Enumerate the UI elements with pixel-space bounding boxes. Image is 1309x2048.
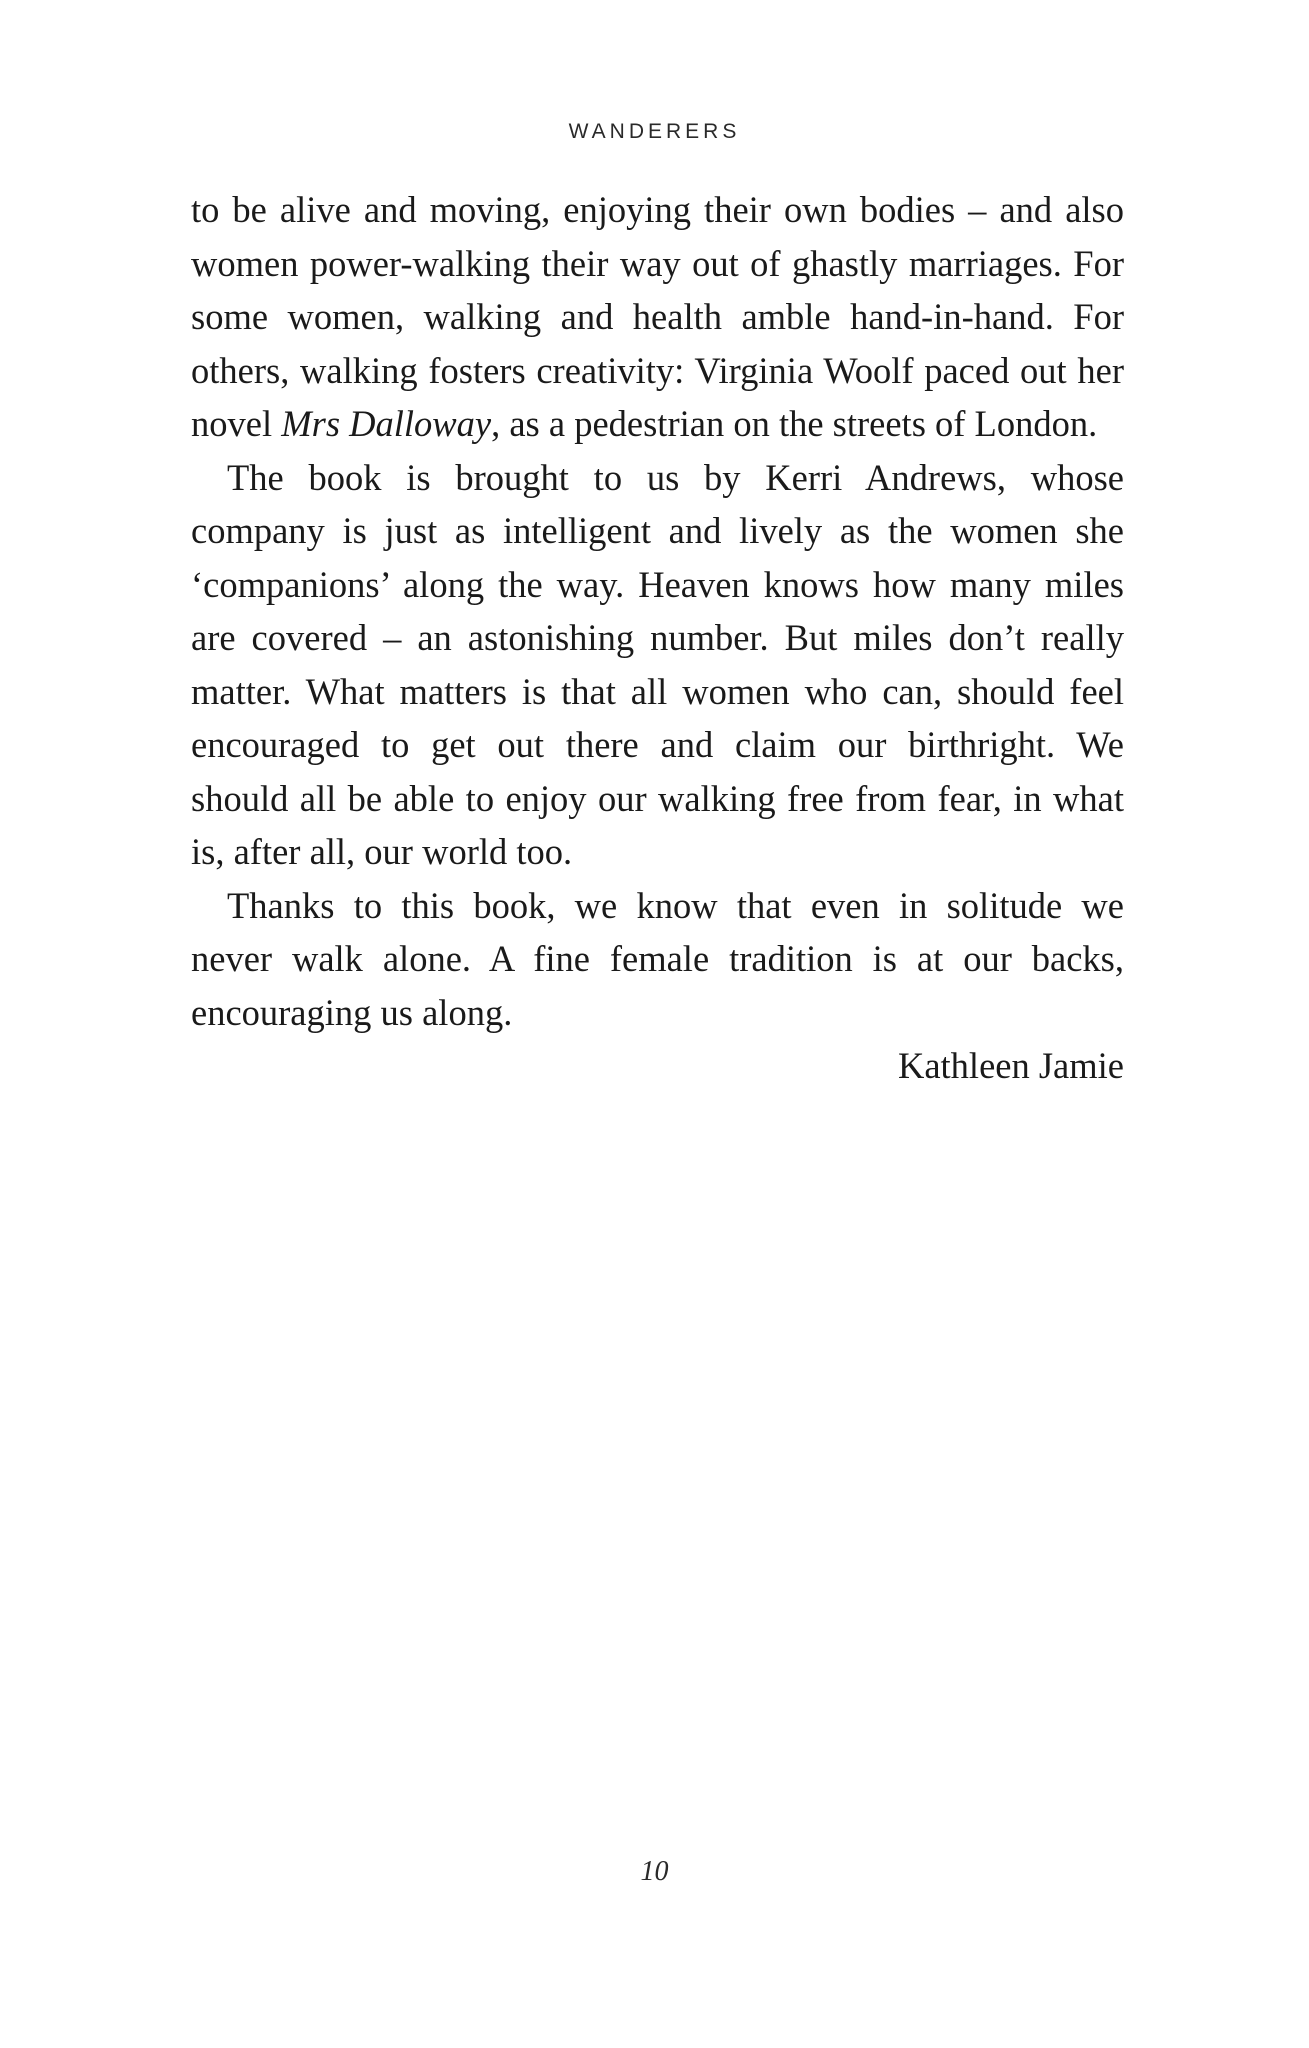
text-line: should all be able to enjoy our walking free from fear, in what <box>191 777 1124 819</box>
text-line: never walk alone. A fine female tradition is at our backs, <box>191 938 1124 979</box>
text-line: matter. What matters is that all women who can, should feel <box>191 670 1124 712</box>
text-line: The book is brought to us by Kerri Andrews, whose <box>227 456 1124 498</box>
text-line: some women, walking and health amble hand-in-hand. For <box>191 296 1124 337</box>
paragraph-3 <box>191 879 1124 1040</box>
paragraph-1 <box>191 183 1124 451</box>
paragraph-2 <box>191 451 1124 879</box>
text-line: encouraged to get out there and claim our birthright. We <box>191 724 1124 765</box>
text-line: company is just as intelligent and lively as the women she <box>191 510 1124 551</box>
text-line <box>191 397 1124 451</box>
text-line: Thanks to this book, we know that even in solitude we <box>227 884 1124 926</box>
text-line: are covered – an astonishing number. But miles don’t really <box>191 617 1124 658</box>
text-line: is, after all, our world too. <box>191 831 573 872</box>
text-line: to be alive and moving, enjoying their own bodies – and also <box>191 189 1124 230</box>
text-line: ‘companions’ along the way. Heaven knows how many miles <box>191 563 1124 605</box>
text-line: encouraging us along. <box>191 991 513 1033</box>
book-title: Mrs Dalloway <box>281 403 492 444</box>
text-line: women power-walking their way out of ghastly marriages. For <box>191 242 1124 284</box>
text-line: others, walking fosters creativity: Virginia Woolf paced out her <box>191 349 1124 391</box>
running-head: WANDERERS <box>568 120 741 143</box>
text-fragment: novel <box>191 403 282 444</box>
body-text <box>191 183 1124 1093</box>
text-fragment: , as a pedestrian on the streets of London. <box>491 403 1098 444</box>
author-signature: Kathleen Jamie <box>897 1045 1124 1086</box>
page-number: 10 <box>640 1856 669 1887</box>
